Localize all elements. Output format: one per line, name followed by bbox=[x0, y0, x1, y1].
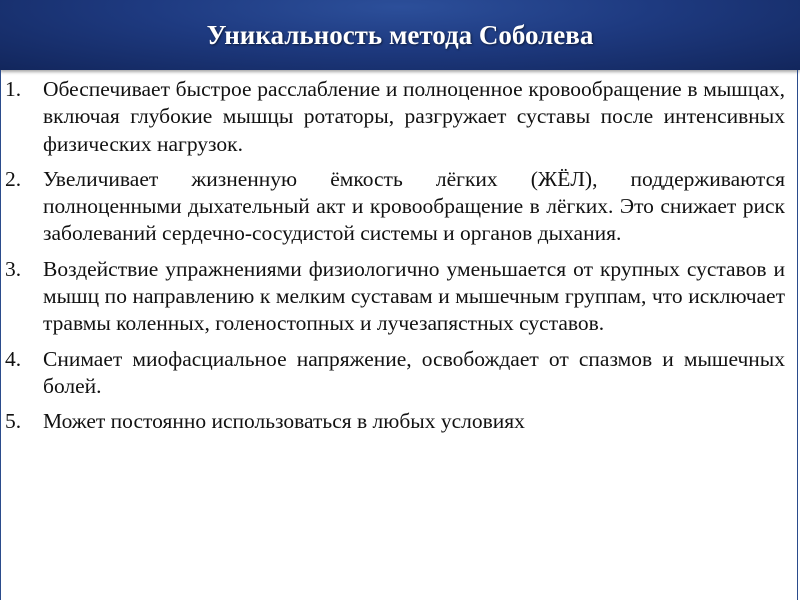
content-area bbox=[0, 70, 798, 600]
list-item-text: Может постоянно использоваться в любых условиях bbox=[43, 409, 525, 434]
list-item-text: Снимает миофасциальное напряжение, освобождает от спазмов и мышечных болей. bbox=[43, 346, 785, 398]
list-item bbox=[1, 346, 799, 401]
numbered-list bbox=[1, 76, 799, 444]
title-bar bbox=[0, 0, 800, 70]
slide-title: Уникальность метода Соболева bbox=[206, 20, 594, 50]
list-item-number: 5. bbox=[5, 409, 22, 434]
list-item-number: 1. bbox=[5, 77, 22, 101]
list-item bbox=[1, 408, 799, 435]
list-item bbox=[1, 256, 799, 338]
list-item-number: 3. bbox=[5, 256, 22, 281]
list-item bbox=[1, 166, 799, 248]
list-item-text: Воздействие упражнениями физиологично уменьшается от крупных суставов и мышц по направлению к мелким суставам и мышечным группам, что исключает травмы коленных, голеностопных и лучезапястных суставов. bbox=[43, 256, 785, 336]
list-item-number: 2. bbox=[5, 166, 22, 191]
list-item bbox=[1, 76, 799, 158]
list-item-number: 4. bbox=[5, 346, 22, 371]
list-item-text: Обеспечивает быстрое расслабление и полноценное кровообращение в мышцах, включая глубокие мышцы ротаторы, разгружает суставы после интенсивных физических нагрузок. bbox=[43, 77, 785, 156]
list-item-text: Увеличивает жизненную ёмкость лёгких (ЖЁЛ), поддерживаются полноценными дыхательный акт и кровообращение в лёгких. Это снижает риск заболеваний сердечно-сосудистой системы и органов дыхания. bbox=[43, 166, 785, 246]
